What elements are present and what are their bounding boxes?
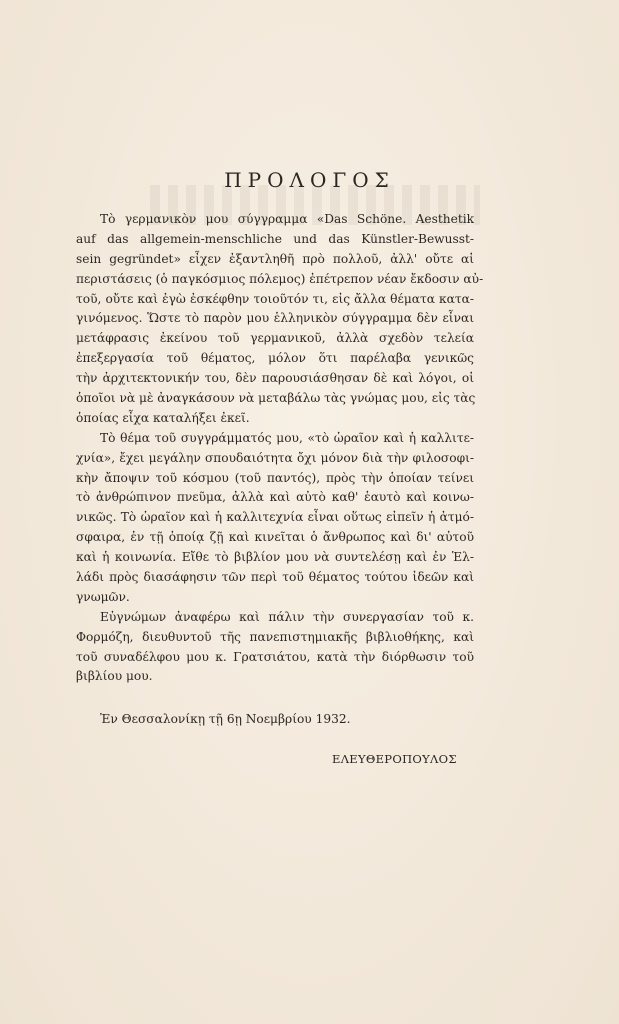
text-line: τὸ ἀνθρώπινον πνεῦμα, ἀλλὰ καὶ αὐτὸ καθ' ἑαυτὸ καὶ κοινω-	[76, 490, 474, 505]
text-line: βιβλίου μου.	[76, 669, 153, 684]
text-line: χνία», ἔχει μεγάλην σπουδαιότητα ὄχι μόνον διὰ τὴν φιλοσοφι-	[76, 450, 474, 465]
text-line: Τὸ γερμανικὸν μου σύγγραμμα «Das Schöne. Aesthetik	[100, 212, 474, 226]
text-line: μετάφρασις ἐκείνου τοῦ γερμανικοῦ, ἀλλὰ σχεδὸν τελεία	[76, 331, 474, 346]
text-line: ἐπεξεργασία τοῦ θέματος, μόλον ὅτι παρέλαβα γενικῶς	[76, 351, 474, 366]
paragraph-2	[76, 429, 474, 608]
page-title: ΠΡΟΛΟΓΟΣ	[224, 168, 395, 192]
text-line: τοῦ συναδέλφου μου κ. Γρατσιάτου, κατὰ τὴν διόρθωσιν τοῦ	[76, 649, 474, 664]
paragraph-3	[76, 608, 474, 688]
preface-body	[76, 210, 484, 687]
text-line: σφαιρα, ἐν τῇ ὁποίᾳ ζῇ καὶ κινεῖται ὁ ἄνθρωπος καὶ δι' αὐτοῦ	[76, 530, 474, 545]
text-line: λάδι πρὸς διασάφησιν τῶν περὶ τοῦ θέματος τούτου ἰδεῶν καὶ	[76, 570, 474, 585]
date-line: Ἐν Θεσσαλονίκῃ τῇ 6ῃ Νοεμβρίου 1932.	[100, 712, 351, 726]
text-line: auf das allgemein-menschliche und das Künstler-Bewusst-	[76, 231, 474, 246]
text-line: ὁποίας εἶχα καταλήξει ἐκεῖ.	[76, 410, 250, 425]
text-line: γνωμῶν.	[76, 589, 130, 604]
text-line: κὴν ἄποψιν τοῦ κόσμου (τοῦ παντός), πρὸς τὴν ὁποίαν τείνει	[76, 470, 474, 485]
text-line: Τὸ θέμα τοῦ συγγράμματός μου, «τὸ ὡραῖον καὶ ἡ καλλιτε-	[100, 430, 474, 445]
text-line: νικῶς. Τὸ ὡραῖον καὶ ἡ καλλιτεχνία εἶναι οὕτως εἰπεῖν ἡ ἀτμό-	[76, 510, 474, 525]
text-line: τὴν ἀρχιτεκτονικήν του, δὲν παρουσιάσθησαν δὲ καὶ λόγοι, οἱ	[76, 371, 474, 386]
text-line: γινόμενος. Ὥστε τὸ παρὸν μου ἑλληνικὸν σύγγραμμα δὲν εἶναι	[76, 311, 474, 326]
text-line: καὶ ἡ κοινωνία. Εἴθε τὸ βιβλίον μου νὰ συντελέσῃ καὶ ἐν Ἑλ-	[76, 550, 474, 565]
text-line: sein gegründet» εἶχεν ἐξαντληθῆ πρὸ πολλοῦ, ἀλλ' οὔτε αἱ	[76, 251, 474, 266]
text-line: τοῦ, οὔτε καὶ ἐγὼ ἐσκέφθην τοιοῦτόν τι, εἰς ἄλλα θέματα κατα-	[76, 291, 474, 306]
text-line: ὁποῖοι νὰ μὲ ἀναγκάσουν νὰ μεταβάλω τὰς γνώμας μου, εἰς τὰς	[76, 391, 476, 406]
text-line: περιστάσεις (ὁ παγκόσμιος πόλεμος) ἐπέτρεπον νέαν ἔκδοσιν αὐ-	[76, 271, 484, 286]
text-line: Εὐγνώμων ἀναφέρω καὶ πάλιν τὴν συνεργασίαν τοῦ κ.	[100, 609, 474, 624]
text-line: Φορμόζη, διευθυντοῦ τῆς πανεπιστημιακῆς βιβλιοθήκης, καὶ	[76, 629, 474, 644]
paragraph-1	[76, 210, 484, 429]
author-signature: ΕΛΕΥΘΕΡΟΠΟΥΛΟΣ	[332, 752, 457, 766]
